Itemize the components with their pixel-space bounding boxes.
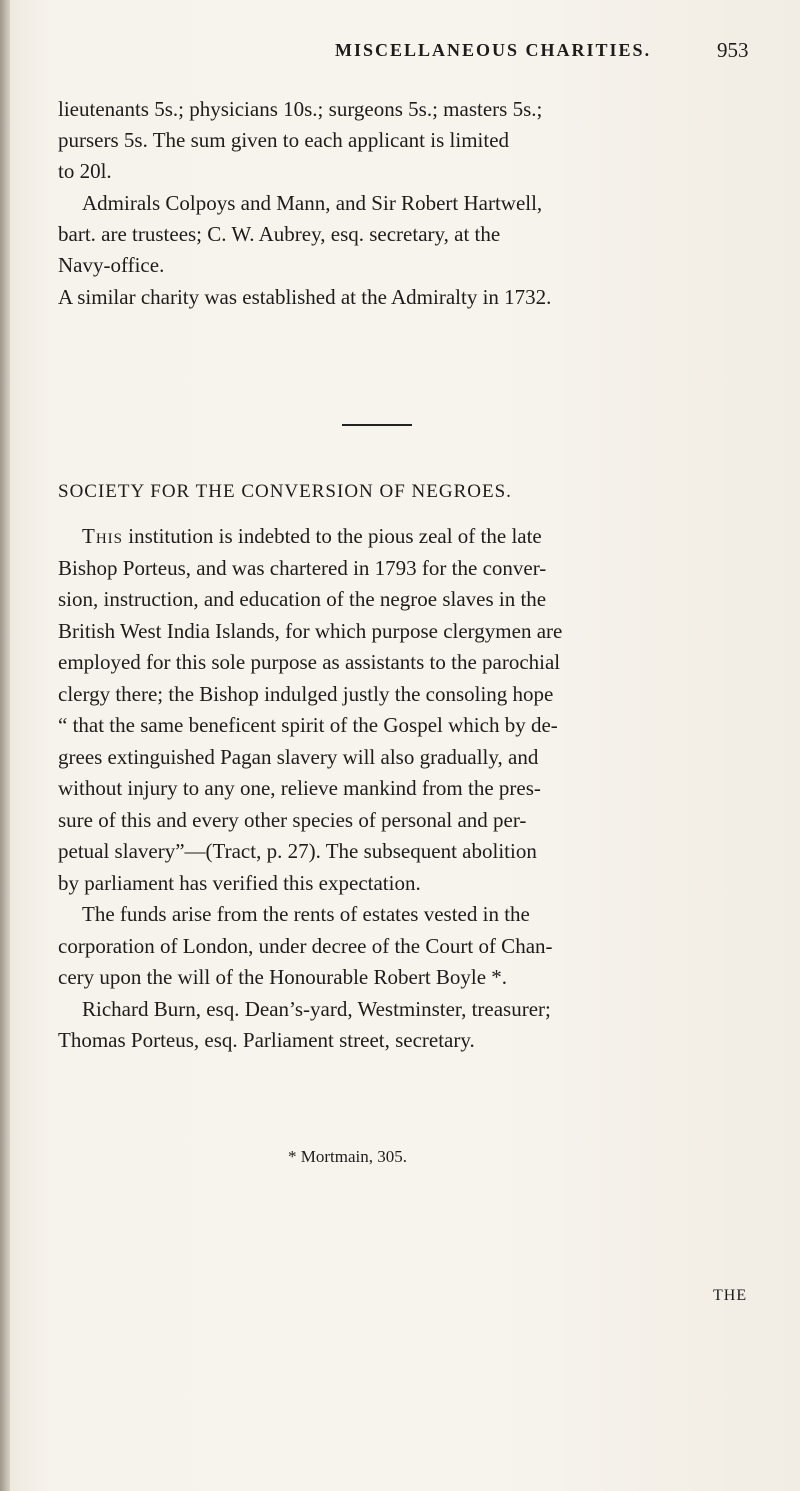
text-line — [82, 522, 542, 550]
text-line: Thomas Porteus, esq. Parliament street, secretary. — [58, 1028, 475, 1052]
text-line: cery upon the will of the Honourable Robert Boyle *. — [58, 965, 508, 989]
text-line: to 20l. — [58, 159, 112, 183]
text-line: sure of this and every other species of personal and per- — [58, 808, 527, 832]
text-line: without injury to any one, relieve mankind from the pres- — [58, 776, 541, 800]
text-line: employed for this sole purpose as assistants to the parochial — [58, 650, 561, 674]
text-line: Bishop Porteus, and was chartered in 1793 for the conver- — [58, 556, 547, 580]
section-divider — [342, 424, 412, 426]
catchword: THE — [713, 1287, 748, 1304]
text-line: petual slavery”—(Tract, p. 27). The subsequent abolition — [58, 839, 537, 863]
footnote: * Mortmain, 305. — [288, 1147, 407, 1166]
text-line: Navy-office. — [58, 253, 165, 277]
running-head: MISCELLANEOUS CHARITIES. — [335, 40, 652, 60]
page-number: 953 — [717, 38, 749, 62]
text-line: bart. are trustees; C. W. Aubrey, esq. secretary, at the — [58, 222, 501, 246]
text-line: by parliament has verified this expectation. — [58, 871, 421, 895]
text-line: grees extinguished Pagan slavery will also gradually, and — [58, 745, 539, 769]
drop-word: This — [82, 524, 123, 548]
text-line: British West India Islands, for which purpose clergymen are — [58, 619, 563, 643]
text-line: pursers 5s. The sum given to each applicant is limited — [58, 128, 510, 152]
text-line-rest: institution is indebted to the pious zeal of the late — [123, 524, 542, 548]
section-heading: SOCIETY FOR THE CONVERSION OF NEGROES. — [58, 481, 512, 502]
text-line: sion, instruction, and education of the negroe slaves in the — [58, 587, 547, 611]
text-line: corporation of London, under decree of the Court of Chan- — [58, 934, 553, 958]
text-line: Richard Burn, esq. Dean’s-yard, Westminster, treasurer; — [82, 997, 551, 1021]
text-line: lieutenants 5s.; physicians 10s.; surgeons 5s.; masters 5s.; — [58, 97, 543, 121]
text-line: Admirals Colpoys and Mann, and Sir Robert Hartwell, — [82, 191, 543, 215]
text-line: clergy there; the Bishop indulged justly the consoling hope — [58, 682, 554, 706]
page-gutter-shadow — [0, 0, 10, 1491]
text-line: The funds arise from the rents of estates vested in the — [82, 902, 530, 926]
text-line: “ that the same beneficent spirit of the Gospel which by de- — [58, 713, 558, 737]
text-line: A similar charity was established at the Admiralty in 1732. — [58, 285, 552, 309]
